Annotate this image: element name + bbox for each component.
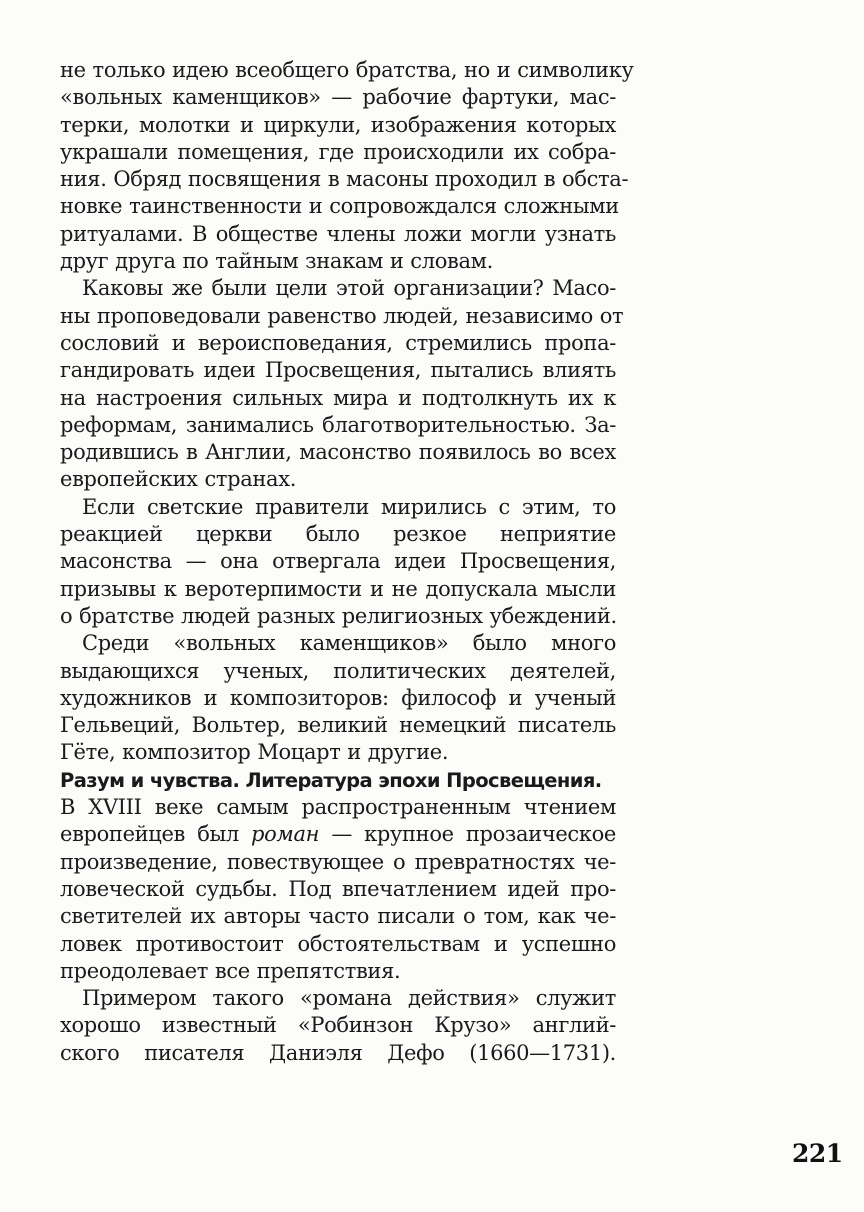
text-line: ны проповедовали равенство людей, независимо от xyxy=(60,303,624,328)
text-line: реформам, занимались благотворительностью. За- xyxy=(60,412,616,437)
text-line: выдающихся ученых, политических деятелей, xyxy=(60,658,616,683)
text-line: гандировать идеи Просвещения, пытались влиять xyxy=(60,358,616,383)
text-line: ритуалами. В обществе члены ложи могли узнать xyxy=(60,221,616,246)
section-heading: Разум и чувства. Литература эпохи Просвещения. xyxy=(60,768,602,792)
text-line: произведение, повествующее о превратностях че- xyxy=(60,849,616,874)
paragraph-4 xyxy=(60,630,616,766)
text-line: Среди «вольных каменщиков» было много xyxy=(82,631,616,656)
text-line: Если светские правители мирились с этим, то xyxy=(82,494,616,519)
text-line: призывы к веротерпимости и не допускала мысли xyxy=(60,576,616,601)
text-line: хорошо известный «Робинзон Крузо» англий- xyxy=(60,1013,616,1038)
text-fragment: европейцев был xyxy=(60,822,252,847)
text-line: ского писателя Даниэля Дефо (1660—1731). xyxy=(60,1040,616,1065)
text-line: В XVIII веке самым распространенным чтением xyxy=(60,795,616,820)
paragraph-last xyxy=(60,985,616,1067)
paragraph-1 xyxy=(60,57,634,275)
text-line: преодолевает все препятствия. xyxy=(60,958,401,983)
term-roman: роман xyxy=(251,822,320,847)
text-line: о братстве людей разных религиозных убеждений. xyxy=(60,603,617,628)
paragraph-3 xyxy=(60,494,616,630)
text-line-with-term xyxy=(60,821,616,848)
text-fragment: — крупное прозаическое xyxy=(319,822,616,847)
text-line: Каковы же были цели этой организации? Масо- xyxy=(82,276,616,301)
text-line: европейских странах. xyxy=(60,467,297,492)
text-line: сословий и вероисповедания, стремились пропа- xyxy=(60,330,616,355)
text-line: друг друга по тайным знакам и словам. xyxy=(60,249,493,274)
page-number: 221 xyxy=(792,1139,843,1168)
text-line: Гельвеций, Вольтер, великий немецкий писатель xyxy=(60,713,616,738)
body-text xyxy=(60,57,634,1067)
text-line: Примером такого «романа действия» служит xyxy=(82,986,616,1011)
text-line: ловек противостоит обстоятельствам и успешно xyxy=(60,931,616,956)
text-line: Гёте, композитор Моцарт и другие. xyxy=(60,740,449,765)
text-line: украшали помещения, где происходили их собра- xyxy=(60,139,616,164)
text-line: не только идею всеобщего братства, но и символику xyxy=(60,58,634,82)
text-line: светителей их авторы часто писали о том, как че- xyxy=(60,904,616,929)
text-line: на настроения сильных мира и подтолкнуть их к xyxy=(60,385,616,410)
text-line: терки, молотки и циркули, изображения которых xyxy=(60,112,616,137)
text-line: масонства — она отвергала идеи Просвещения, xyxy=(60,549,616,574)
text-line: ловеческой судьбы. Под впечатлением идей про- xyxy=(60,876,616,901)
paragraph-2 xyxy=(60,275,624,493)
text-line: новке таинственности и сопровождался сложными xyxy=(60,194,619,219)
text-line: родившись в Англии, масонство появилось во всех xyxy=(60,440,616,465)
section-literature xyxy=(60,767,616,985)
text-line: ния. Обряд посвящения в масоны проходил в обста- xyxy=(60,167,629,192)
text-line: «вольных каменщиков» — рабочие фартуки, мас- xyxy=(60,85,616,110)
text-line: реакцией церкви было резкое неприятие xyxy=(60,522,616,547)
text-line: художников и композиторов: философ и ученый xyxy=(60,685,616,710)
